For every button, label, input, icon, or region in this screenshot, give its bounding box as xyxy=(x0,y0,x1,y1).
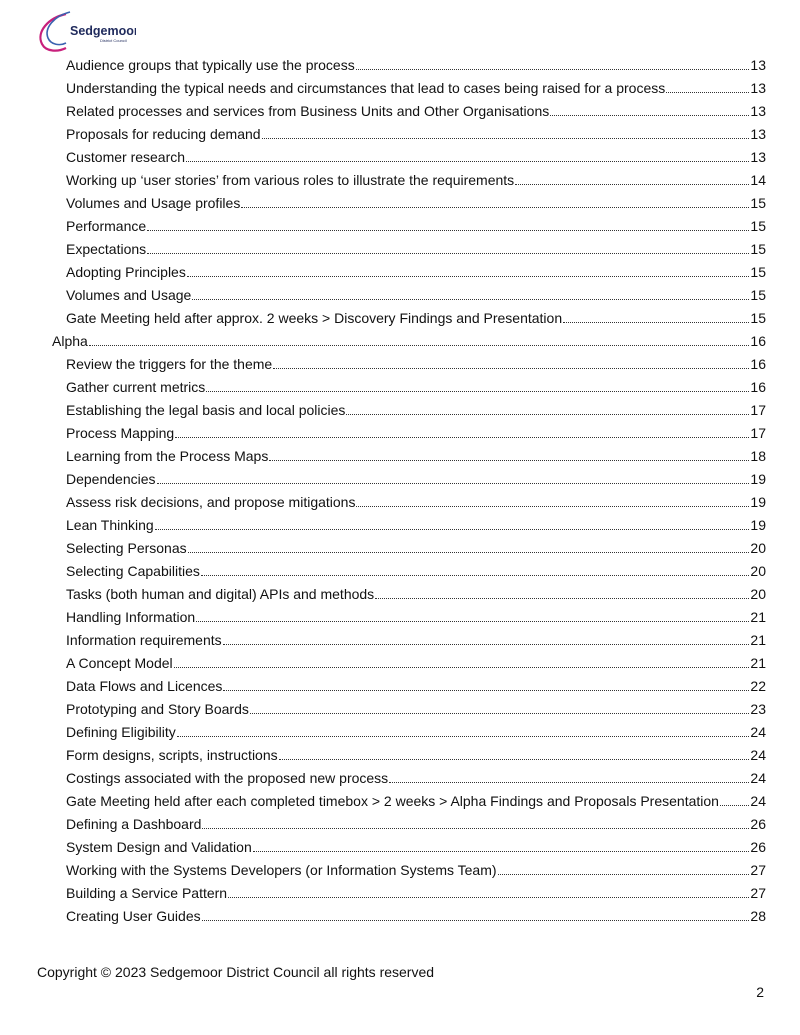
toc-entry-page: 19 xyxy=(750,517,766,533)
toc-entry-title: Performance xyxy=(66,218,147,234)
logo-swoosh-icon xyxy=(36,8,136,58)
toc-entry[interactable] xyxy=(66,125,766,143)
toc-entry-title: Information requirements xyxy=(66,632,222,648)
toc-entry-page: 19 xyxy=(750,494,766,510)
toc-dot-leader xyxy=(157,473,750,484)
toc-entry-title: Customer research xyxy=(66,149,186,165)
footer-copyright: Copyright © 2023 Sedgemoor District Council all rights reserved xyxy=(37,964,435,980)
toc-entry-page: 23 xyxy=(750,701,766,717)
toc-entry[interactable] xyxy=(66,102,766,120)
toc-entry[interactable] xyxy=(66,194,766,212)
toc-entry[interactable] xyxy=(66,631,766,649)
toc-entry-title: A Concept Model xyxy=(66,655,173,671)
toc-entry[interactable] xyxy=(66,539,766,557)
toc-entry-title: Prototyping and Story Boards xyxy=(66,701,249,717)
toc-entry-title: Expectations xyxy=(66,241,147,257)
toc-entry[interactable] xyxy=(66,769,766,787)
toc-dot-leader xyxy=(720,795,749,806)
toc-entry-page: 13 xyxy=(750,80,766,96)
toc-entry[interactable] xyxy=(66,815,766,833)
toc-dot-leader xyxy=(188,542,750,553)
toc-entry-page: 14 xyxy=(750,172,766,188)
toc-entry-page: 13 xyxy=(750,103,766,119)
toc-entry[interactable] xyxy=(66,838,766,856)
toc-entry-page: 15 xyxy=(750,241,766,257)
toc-entry-title: Dependencies xyxy=(66,471,156,487)
toc-dot-leader xyxy=(223,634,750,645)
toc-entry[interactable] xyxy=(52,332,766,350)
toc-entry[interactable] xyxy=(66,654,766,672)
toc-entry-page: 15 xyxy=(750,264,766,280)
toc-entry-page: 17 xyxy=(750,425,766,441)
toc-dot-leader xyxy=(250,703,750,714)
toc-dot-leader xyxy=(563,312,749,323)
toc-entry-page: 24 xyxy=(750,747,766,763)
toc-entry-page: 24 xyxy=(750,724,766,740)
toc-entry[interactable] xyxy=(66,286,766,304)
toc-dot-leader xyxy=(202,818,749,829)
toc-dot-leader xyxy=(279,749,750,760)
toc-entry-title: Process Mapping xyxy=(66,425,175,441)
toc-entry-page: 21 xyxy=(750,632,766,648)
toc-entry-title: Working with the Systems Developers (or Information Systems Team) xyxy=(66,862,497,878)
toc-dot-leader xyxy=(356,496,749,507)
toc-dot-leader xyxy=(269,450,749,461)
toc-dot-leader xyxy=(206,381,749,392)
toc-entry-page: 16 xyxy=(750,333,766,349)
toc-dot-leader xyxy=(147,243,749,254)
toc-entry[interactable] xyxy=(66,56,766,74)
toc-entry[interactable] xyxy=(66,401,766,419)
toc-dot-leader xyxy=(175,427,749,438)
toc-entry-title: Learning from the Process Maps xyxy=(66,448,269,464)
toc-entry-title: Establishing the legal basis and local policies xyxy=(66,402,346,418)
toc-entry[interactable] xyxy=(66,746,766,764)
toc-dot-leader xyxy=(177,726,750,737)
toc-entry-page: 18 xyxy=(750,448,766,464)
toc-dot-leader xyxy=(356,59,750,70)
toc-entry-title: Alpha xyxy=(52,333,88,349)
toc-entry[interactable] xyxy=(66,493,766,511)
toc-dot-leader xyxy=(202,910,750,921)
toc-entry-title: Lean Thinking xyxy=(66,517,154,533)
toc-dot-leader xyxy=(174,657,750,668)
logo-wordmark: Sedgemoor xyxy=(70,24,136,38)
toc-dot-leader xyxy=(187,266,750,277)
toc-entry[interactable] xyxy=(66,792,766,810)
toc-entry-title: Volumes and Usage xyxy=(66,287,192,303)
toc-entry-page: 13 xyxy=(750,126,766,142)
toc-entry-title: Volumes and Usage profiles xyxy=(66,195,241,211)
toc-entry-title: Defining a Dashboard xyxy=(66,816,202,832)
toc-entry-page: 15 xyxy=(750,218,766,234)
toc-entry-page: 15 xyxy=(750,287,766,303)
toc-entry-title: Proposals for reducing demand xyxy=(66,126,261,142)
toc-entry-title: Selecting Personas xyxy=(66,540,187,556)
toc-entry-page: 20 xyxy=(750,586,766,602)
logo-subtitle: District Council xyxy=(100,38,127,43)
toc-entry-title: Selecting Capabilities xyxy=(66,563,200,579)
toc-entry-page: 28 xyxy=(750,908,766,924)
toc-entry[interactable] xyxy=(66,907,766,925)
toc-dot-leader xyxy=(192,289,749,300)
toc-entry[interactable] xyxy=(66,861,766,879)
toc-entry[interactable] xyxy=(66,355,766,373)
toc-entry-title: Audience groups that typically use the process xyxy=(66,57,355,73)
toc-entry[interactable] xyxy=(66,378,766,396)
page-number: 2 xyxy=(756,984,764,1000)
toc-entry[interactable] xyxy=(66,240,766,258)
toc-entry[interactable] xyxy=(66,884,766,902)
toc-entry-page: 16 xyxy=(750,356,766,372)
toc-entry-page: 17 xyxy=(750,402,766,418)
toc-entry-title: Tasks (both human and digital) APIs and methods xyxy=(66,586,375,602)
toc-entry-page: 24 xyxy=(750,793,766,809)
toc-entry[interactable] xyxy=(66,309,766,327)
toc-entry[interactable] xyxy=(66,470,766,488)
toc-entry[interactable] xyxy=(66,585,766,603)
toc-dot-leader xyxy=(155,519,750,530)
toc-dot-leader xyxy=(375,588,749,599)
toc-dot-leader xyxy=(241,197,749,208)
toc-entry-title: System Design and Validation xyxy=(66,839,252,855)
toc-entry-page: 27 xyxy=(750,885,766,901)
toc-entry-page: 16 xyxy=(750,379,766,395)
toc-entry-page: 20 xyxy=(750,563,766,579)
toc-entry-page: 22 xyxy=(750,678,766,694)
toc-entry-title: Gate Meeting held after each completed timebox > 2 weeks > Alpha Findings and Proposals Presentation xyxy=(66,793,719,809)
toc-entry-title: Creating User Guides xyxy=(66,908,201,924)
toc-dot-leader xyxy=(515,174,749,185)
toc-dot-leader xyxy=(201,565,750,576)
toc-dot-leader xyxy=(253,841,750,852)
toc-entry[interactable] xyxy=(66,79,766,97)
toc-entry[interactable] xyxy=(66,700,766,718)
toc-entry-title: Handling Information xyxy=(66,609,196,625)
toc-entry-title: Data Flows and Licences xyxy=(66,678,223,694)
toc-entry[interactable] xyxy=(66,723,766,741)
toc-entry-title: Defining Eligibility xyxy=(66,724,176,740)
toc-entry[interactable] xyxy=(66,677,766,695)
toc-entry-page: 15 xyxy=(750,310,766,326)
toc-entry-title: Building a Service Pattern xyxy=(66,885,228,901)
toc-entry-title: Assess risk decisions, and propose mitigations xyxy=(66,494,356,510)
toc-entry-title: Working up ‘user stories’ from various roles to illustrate the requirements xyxy=(66,172,515,188)
toc-dot-leader xyxy=(228,887,749,898)
toc-entry[interactable] xyxy=(66,516,766,534)
toc-dot-leader xyxy=(147,220,749,231)
toc-entry-title: Understanding the typical needs and circumstances that lead to cases being raised for a process xyxy=(66,80,666,96)
toc-entry-title: Gather current metrics xyxy=(66,379,206,395)
toc-dot-leader xyxy=(273,358,749,369)
toc-entry-title: Adopting Principles xyxy=(66,264,186,280)
toc-entry[interactable] xyxy=(66,447,766,465)
toc-entry-page: 15 xyxy=(750,195,766,211)
toc-entry-page: 13 xyxy=(750,149,766,165)
toc-entry-title: Form designs, scripts, instructions xyxy=(66,747,278,763)
toc-dot-leader xyxy=(223,680,749,691)
toc-entry[interactable] xyxy=(66,148,766,166)
toc-entry-page: 13 xyxy=(750,57,766,73)
toc-entry[interactable] xyxy=(66,608,766,626)
toc-entry-page: 19 xyxy=(750,471,766,487)
toc-entry[interactable] xyxy=(66,562,766,580)
toc-entry-page: 26 xyxy=(750,816,766,832)
toc-dot-leader xyxy=(186,151,749,162)
sedgemoor-logo xyxy=(36,8,136,58)
toc-dot-leader xyxy=(262,128,750,139)
toc-entry-page: 26 xyxy=(750,839,766,855)
toc-entry[interactable] xyxy=(66,217,766,235)
toc-dot-leader xyxy=(346,404,749,415)
toc-entry-title: Related processes and services from Business Units and Other Organisations xyxy=(66,103,550,119)
toc-dot-leader xyxy=(550,105,749,116)
toc-entry[interactable] xyxy=(66,171,766,189)
toc-entry-page: 21 xyxy=(750,609,766,625)
toc-entry-title: Costings associated with the proposed new process xyxy=(66,770,389,786)
toc-dot-leader xyxy=(196,611,749,622)
toc-entry-page: 27 xyxy=(750,862,766,878)
toc-entry-page: 21 xyxy=(750,655,766,671)
toc-entry-page: 24 xyxy=(750,770,766,786)
toc-dot-leader xyxy=(389,772,749,783)
toc-entry-title: Gate Meeting held after approx. 2 weeks > Discovery Findings and Presentation xyxy=(66,310,563,326)
toc-dot-leader xyxy=(498,864,750,875)
toc-dot-leader xyxy=(89,335,750,346)
toc-entry-title: Review the triggers for the theme xyxy=(66,356,273,372)
toc-entry[interactable] xyxy=(66,263,766,281)
toc-entry-page: 20 xyxy=(750,540,766,556)
toc-entry[interactable] xyxy=(66,424,766,442)
toc-dot-leader xyxy=(666,82,749,93)
